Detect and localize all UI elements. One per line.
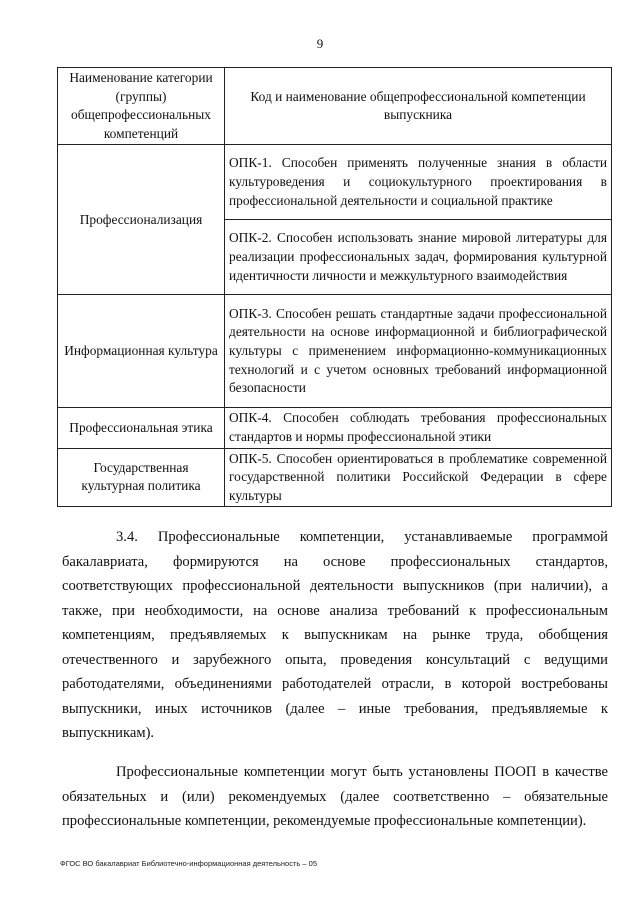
table-header-row	[58, 68, 612, 145]
paragraph: 3.4. Профессиональные компетенции, устанавливаемые программой бакалавриата, формируются на основе профессиональных стандартов, соответствующих профессиональной деятельности выпускников (при наличии), а также, при необходимости, на основе анализа требований к профессиональным компетенциям, предъявляемых к выпускникам на рынке труда, обобщения отечественного и зарубежного опыта, проведения консультаций с ведущими работодателями, объединениями работодателей отрасли, в которой востребованы выпускники, иных источников (далее – иные требования, предъявляемые к выпускникам).	[62, 529, 608, 741]
table-row	[58, 295, 612, 408]
competency-cell: ОПК-4. Способен соблюдать требования профессиональных стандартов и нормы профессиональной этики	[225, 408, 612, 448]
header-category: Наименование категории (группы) общепрофессиональных компетенций	[58, 68, 225, 145]
competency-cell: ОПК-2. Способен использовать знание мировой литературы для реализации профессиональных задач, формирования культурной идентичности личности и межкультурного взаимодействия	[225, 220, 612, 295]
category-cell: Профессиональная этика	[58, 408, 225, 448]
header-competency: Код и наименование общепрофессиональной компетенции выпускника	[225, 68, 612, 145]
table-row	[58, 145, 612, 220]
competencies-table	[57, 67, 612, 507]
category-cell: Государственная культурная политика	[58, 448, 225, 507]
category-cell: Информационная культура	[58, 295, 225, 408]
page-number: 9	[316, 36, 324, 51]
competency-cell: ОПК-1. Способен применять полученные знания в области культуроведения и социокультурного проектирования в профессиональной деятельности и социальной практике	[225, 145, 612, 220]
competency-cell: ОПК-5. Способен ориентироваться в проблематике современной государственной политики Российской Федерации в сфере культуры	[225, 448, 612, 507]
table-row	[58, 408, 612, 448]
footer: ФГОС ВО бакалавриат Библиотечно-информационная деятельность – 05	[60, 859, 317, 868]
category-cell: Профессионализация	[58, 145, 225, 295]
paragraph: Профессиональные компетенции могут быть установлены ПООП в качестве обязательных и (или) рекомендуемых (далее соответственно – обязательные профессиональные компетенции, рекомендуемые профессиональные компетенции).	[62, 764, 608, 829]
table-row	[58, 448, 612, 507]
competency-cell: ОПК-3. Способен решать стандартные задачи профессиональной деятельности на основе информационной и библиографической культуры с применением информационно-коммуникационных технологий и с учетом основных требований информационной безопасности	[225, 295, 612, 408]
